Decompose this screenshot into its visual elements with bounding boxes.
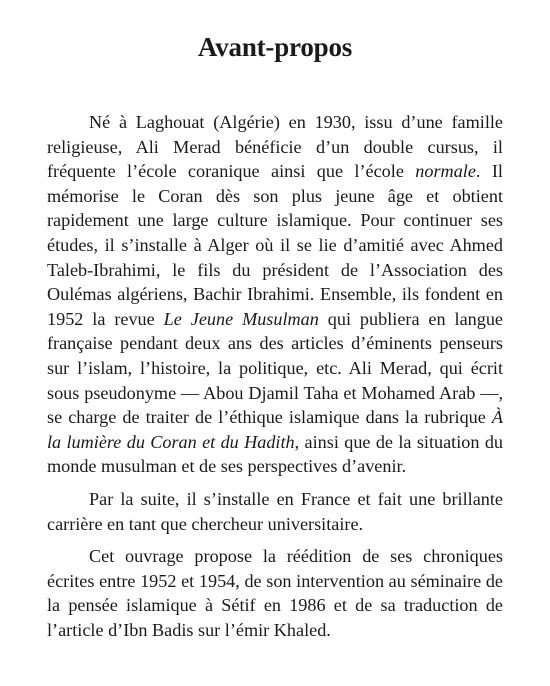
text-run: . Il mémorise le Coran dès son plus jeune âge et obtient rapidement une large culture islamique. Pour continuer ses études, il s’installe à Alger où il se lie d’amitié avec Ahmed Taleb-Ibrahimi, le fils du président de l’Association des Oulémas algériens, Bachir Ibrahimi. Ensemble, ils fondent en 1952 la revue [47, 161, 503, 329]
text-run: qui publiera en langue française pendant deux ans des articles d’éminents penseurs sur l’islam, l’histoire, la politique, etc. Ali Merad, qui écrit sous pseudonyme — Abou Djamil Taha et Mohamed Arab —, se charge de traiter de l’éthique islamique dans la rubrique [47, 308, 503, 428]
paragraph-1 [47, 110, 503, 479]
text-run: Par la suite, il s’installe en France et fait une brillante carrière en tant que chercheur universitaire. [47, 488, 503, 534]
italic-text-run: Le Jeune Musulman [163, 308, 319, 329]
paragraph-2 [47, 487, 503, 536]
paragraph-3 [47, 544, 503, 642]
text-run: , ainsi que de la situation du monde musulman et de ses perspectives d’avenir. [47, 431, 504, 477]
body-text [47, 110, 503, 642]
italic-text-run: normale [415, 161, 476, 182]
page-title: Avant-propos [197, 32, 353, 62]
italic-text-run: À la lumière du Coran et du Hadith [47, 407, 503, 452]
text-run: Cet ouvrage propose la réédition de ses chroniques écrites entre 1952 et 1954, de son intervention au séminaire de la pensée islamique à Sétif en 1986 et de sa traduction de l’article d’Ibn Badis sur l’émir Khaled. [47, 546, 503, 640]
text-run: Né à Laghouat (Algérie) en 1930, issu d’une famille religieuse, Ali Merad bénéficie d’un double cursus, il fréquente l’école coranique ainsi que l’école [47, 112, 503, 182]
